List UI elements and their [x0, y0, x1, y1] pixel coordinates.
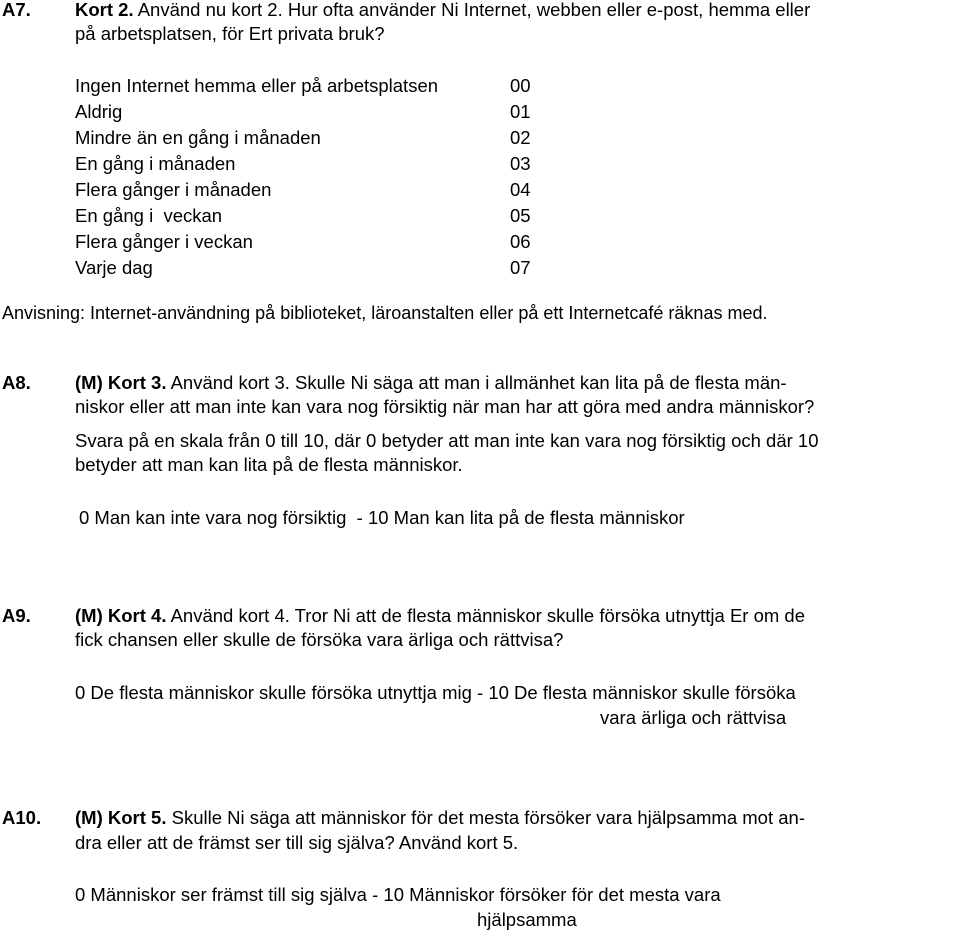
scale-description: 0 Man kan inte vara nog försiktig - 10 Man kan lita på de flesta människor	[79, 507, 685, 528]
question-text-line: niskor eller att man inte kan vara nog försiktig när man har att göra med andra människor?	[75, 396, 815, 417]
option-label: Flera gånger i månaden	[75, 179, 272, 200]
question-text-line: på arbetsplatsen, för Ert privata bruk?	[75, 23, 385, 44]
answer-option	[75, 203, 545, 229]
question-text-line: dra eller att de främst ser till sig själva? Använd kort 5.	[75, 832, 519, 853]
answer-option	[75, 177, 545, 203]
answer-option	[75, 229, 545, 255]
question-text-line	[75, 370, 787, 396]
question-number: A9.	[2, 605, 31, 626]
question-text-line: Svara på en skala från 0 till 10, där 0 betyder att man inte kan vara nog försiktig och där 10	[75, 430, 819, 451]
answer-option	[75, 125, 545, 151]
card-reference: (M) Kort 5.	[75, 807, 167, 828]
question-number: A7.	[2, 0, 31, 20]
option-label: Mindre än en gång i månaden	[75, 127, 321, 148]
option-code: 06	[510, 231, 531, 252]
option-label: Flera gånger i veckan	[75, 231, 253, 252]
question-text-line	[75, 603, 805, 629]
option-label: En gång i veckan	[75, 205, 223, 226]
option-code: 03	[510, 153, 531, 174]
option-code: 01	[510, 101, 531, 122]
question-text: Använd nu kort 2. Hur ofta använder Ni Internet, webben eller e-post, hemma eller	[133, 0, 811, 20]
option-label: Varje dag	[75, 257, 153, 278]
option-code: 05	[510, 205, 531, 226]
scale-description-continued: hjälpsamma	[477, 909, 577, 930]
option-label: Ingen Internet hemma eller på arbetsplatsen	[75, 75, 439, 96]
question-text-line	[75, 805, 805, 831]
question-text: Skulle Ni säga att människor för det mesta försöker vara hjälpsamma mot an-	[166, 807, 805, 828]
card-reference: Kort 2.	[75, 0, 134, 20]
scale-description: 0 De flesta människor skulle försöka utnyttja mig - 10 De flesta människor skulle försöka	[75, 682, 796, 703]
scale-description-continued: vara ärliga och rättvisa	[600, 707, 787, 728]
question-text-line: betyder att man kan lita på de flesta människor.	[75, 454, 463, 475]
question-number: A10.	[2, 807, 42, 828]
instruction-note: Anvisning: Internet-användning på biblioteket, läroanstalten eller på ett Internetcafé räknas med.	[2, 303, 768, 323]
question-text-line: fick chansen eller skulle de försöka vara ärliga och rättvisa?	[75, 629, 564, 650]
question-number: A8.	[2, 372, 31, 393]
answer-option	[75, 255, 545, 281]
option-code: 04	[510, 179, 531, 200]
answer-option	[75, 99, 545, 125]
answer-option	[75, 73, 545, 99]
card-reference: (M) Kort 3.	[75, 372, 167, 393]
question-text: Använd kort 4. Tror Ni att de flesta människor skulle försöka utnyttja Er om de	[166, 605, 806, 626]
option-code: 07	[510, 257, 531, 278]
scale-description: 0 Människor ser främst till sig själva - 10 Människor försöker för det mesta vara	[75, 884, 721, 905]
option-code: 02	[510, 127, 531, 148]
answer-option	[75, 151, 545, 177]
question-text: Använd kort 3. Skulle Ni säga att man i allmänhet kan lita på de flesta män-	[166, 372, 787, 393]
option-label: Aldrig	[75, 101, 123, 122]
question-text-line	[75, 0, 810, 23]
option-code: 00	[510, 75, 531, 96]
card-reference: (M) Kort 4.	[75, 605, 167, 626]
option-label: En gång i månaden	[75, 153, 236, 174]
